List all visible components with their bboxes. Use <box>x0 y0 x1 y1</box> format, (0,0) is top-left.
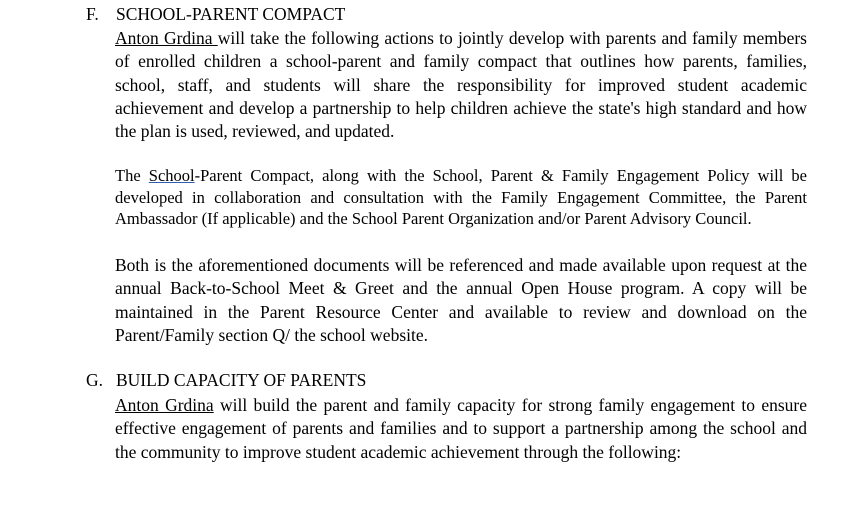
section-f-paragraph-2 <box>115 165 807 230</box>
section-f-letter: F. <box>86 4 99 24</box>
school-word: School <box>148 166 195 185</box>
school-name: Anton Grdina <box>115 395 214 415</box>
section-f-title: SCHOOL-PARENT COMPACT <box>116 4 346 24</box>
section-f-paragraph-2-text: -Parent Compact, along with the School, Parent & Family Engagement Policy will be developed in collaboration and consultation with the Family Engagement Committee, the Parent Ambassador (If applicable) and the School Parent Organization and/or Parent Advisory Council. <box>115 166 807 228</box>
section-f-paragraph-2-pre: The <box>115 166 149 185</box>
section-f-paragraph-1 <box>115 27 807 143</box>
section-g-paragraph-1-text: will build the parent and family capacity for strong family engagement to ensure effective engagement of parents and families and to support a partnership among the school and the community to improve student academic achievement through the following: <box>115 395 807 462</box>
section-g-title: BUILD CAPACITY OF PARENTS <box>116 370 367 390</box>
section-g-letter: G. <box>86 370 104 390</box>
section-f-paragraph-3 <box>115 254 807 347</box>
section-f-heading <box>86 4 345 24</box>
section-f-paragraph-1-text: will take the following actions to jointly develop with parents and family members of enrolled children a school-parent and family compact that outlines how parents, families, school, staff, and students will share the responsibility for improved student academic achievement and develop a partnership to help children achieve the state's high standard and how the plan is used, reviewed, and updated. <box>115 28 807 142</box>
section-g-heading <box>86 370 366 390</box>
section-g-paragraph-1 <box>115 394 807 464</box>
school-name: Anton Grdina <box>115 28 218 48</box>
section-f-paragraph-3-text: Both is the aforementioned documents will be referenced and made available upon request at the annual Back-to-School Meet & Greet and the annual Open House program. A copy will be maintained in the Parent Resource Center and available to review and download on the Parent/Family section Q/ the school website. <box>115 255 807 345</box>
